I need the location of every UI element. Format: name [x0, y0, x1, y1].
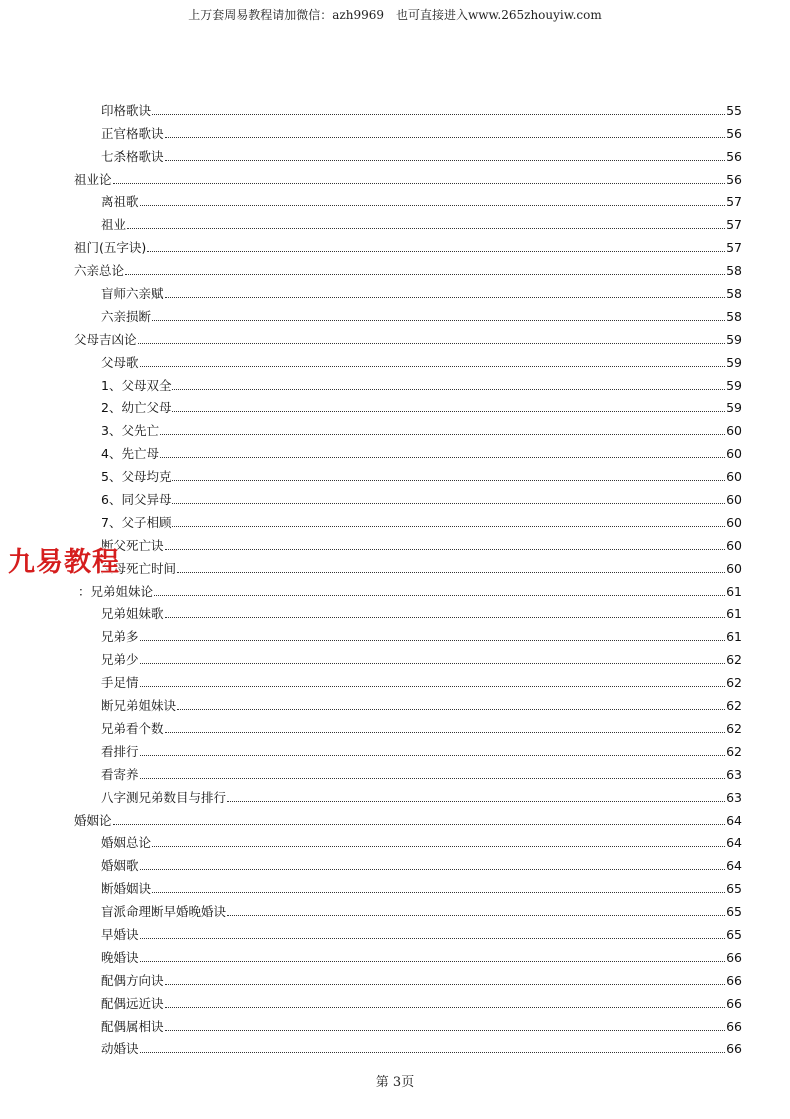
dot-leader	[113, 824, 726, 825]
dot-leader	[125, 274, 725, 275]
dot-leader	[165, 137, 726, 138]
dot-leader	[160, 434, 725, 435]
toc-entry-label: 3、父先亡	[101, 423, 159, 439]
toc-entry[interactable]	[74, 966, 742, 989]
toc-entry-label: 兄弟多	[101, 629, 139, 645]
toc-entry-page: 56	[726, 148, 742, 164]
toc-entry-label: 祖业论	[74, 171, 112, 187]
toc-entry-page: 60	[726, 537, 742, 553]
dot-leader	[160, 457, 725, 458]
toc-entry-page: 64	[726, 858, 742, 874]
toc-entry[interactable]	[74, 829, 742, 852]
toc-entry-page: 66	[726, 1018, 742, 1034]
toc-entry-page: 57	[726, 194, 742, 210]
dot-leader	[154, 595, 725, 596]
toc-entry[interactable]	[74, 760, 742, 783]
toc-entry[interactable]	[74, 920, 742, 943]
dot-leader	[177, 709, 725, 710]
toc-entry[interactable]	[74, 851, 742, 874]
toc-entry-page: 60	[726, 446, 742, 462]
dot-leader	[165, 297, 726, 298]
toc-entry-page: 61	[726, 583, 742, 599]
toc-entry[interactable]	[74, 943, 742, 966]
toc-entry-label: 盲师六亲赋	[101, 286, 164, 302]
dot-leader	[165, 549, 726, 550]
toc-entry-label: 兄弟姐妹歌	[101, 606, 164, 622]
toc-entry[interactable]	[74, 142, 742, 165]
toc-entry-page: 64	[726, 835, 742, 851]
toc-entry-label: 晚婚诀	[101, 949, 139, 965]
toc-entry[interactable]	[74, 462, 742, 485]
toc-entry[interactable]	[74, 371, 742, 394]
toc-entry-label: 父母歌	[101, 354, 139, 370]
dot-leader	[165, 1030, 726, 1031]
toc-entry-page: 55	[726, 102, 742, 118]
page-number: 第 3页	[375, 1075, 415, 1090]
toc-entry-label: 印格歌诀	[101, 102, 152, 118]
toc-entry-label: 断婚姻诀	[101, 881, 152, 897]
toc-entry-page: 62	[726, 720, 742, 736]
toc-entry-label: 六亲总论	[74, 263, 125, 279]
page-header: 上万套周易教程请加微信：azh9969 也可直接进入www.265zhouyiw.com	[188, 8, 602, 22]
toc-entry[interactable]	[74, 989, 742, 1012]
dot-leader	[140, 686, 726, 687]
toc-entry-page: 60	[726, 423, 742, 439]
toc-entry[interactable]	[74, 325, 742, 348]
dot-leader	[165, 732, 726, 733]
toc-entry-page: 58	[726, 286, 742, 302]
toc-entry[interactable]	[74, 439, 742, 462]
toc-entry-label: 4、先亡母	[101, 446, 159, 462]
dot-leader	[138, 343, 726, 344]
toc-entry[interactable]	[74, 874, 742, 897]
toc-entry-label: 7、父子相顾	[101, 514, 172, 530]
toc-entry[interactable]	[74, 485, 742, 508]
toc-entry[interactable]	[74, 783, 742, 806]
toc-entry-page: 65	[726, 926, 742, 942]
dot-leader	[227, 915, 725, 916]
toc-entry-label: 断父死亡诀	[101, 537, 164, 553]
dot-leader	[140, 640, 726, 641]
toc-entry-label: 正官格歌诀	[101, 125, 164, 141]
toc-entry[interactable]	[74, 96, 742, 119]
dot-leader	[140, 205, 726, 206]
dot-leader	[140, 938, 726, 939]
toc-entry[interactable]	[74, 897, 742, 920]
dot-leader	[172, 526, 725, 527]
dot-leader	[147, 251, 725, 252]
toc-entry-page: 62	[726, 675, 742, 691]
dot-leader	[177, 572, 725, 573]
toc-entry-label: 配偶远近诀	[101, 995, 164, 1011]
toc-entry-label: 早婚诀	[101, 926, 139, 942]
toc-entry-label: 八字测兄弟数目与排行	[101, 789, 227, 805]
toc-entry[interactable]	[74, 165, 742, 188]
dot-leader	[140, 961, 726, 962]
toc-entry[interactable]	[74, 806, 742, 829]
watermark-logo: 九易教程	[8, 547, 120, 578]
toc-entry[interactable]	[74, 622, 742, 645]
toc-entry-label: 六亲损断	[101, 308, 152, 324]
toc-entry[interactable]	[74, 256, 742, 279]
dot-leader	[172, 389, 725, 390]
toc-entry-page: 62	[726, 743, 742, 759]
toc-entry[interactable]	[74, 188, 742, 211]
dot-leader	[152, 114, 725, 115]
toc-entry-page: 60	[726, 514, 742, 530]
toc-entry[interactable]	[74, 691, 742, 714]
toc-entry[interactable]	[74, 737, 742, 760]
toc-entry[interactable]	[74, 1012, 742, 1035]
toc-entry[interactable]	[74, 714, 742, 737]
toc-entry-label: 5、父母均克	[101, 469, 172, 485]
toc-entry-label: ：兄弟姐妹论	[78, 583, 154, 599]
toc-entry-label: 2、幼亡父母	[101, 400, 172, 416]
dot-leader	[140, 755, 726, 756]
dot-leader	[140, 663, 726, 664]
toc-entry-page: 58	[726, 308, 742, 324]
dot-leader	[152, 892, 725, 893]
toc-entry-page: 60	[726, 560, 742, 576]
toc-entry-page: 56	[726, 171, 742, 187]
toc-entry-page: 56	[726, 125, 742, 141]
toc-entry-page: 60	[726, 492, 742, 508]
dot-leader	[165, 617, 726, 618]
toc-entry-page: 61	[726, 606, 742, 622]
dot-leader	[172, 480, 725, 481]
toc-entry-page: 65	[726, 881, 742, 897]
toc-entry[interactable]	[74, 348, 742, 371]
toc-entry-label: 兄弟看个数	[101, 720, 164, 736]
toc-entry[interactable]	[74, 508, 742, 531]
toc-entry-page: 66	[726, 995, 742, 1011]
toc-entry-page: 66	[726, 1041, 742, 1057]
dot-leader	[127, 228, 725, 229]
toc-entry-page: 66	[726, 972, 742, 988]
toc-entry[interactable]	[74, 531, 742, 554]
dot-leader	[140, 778, 726, 779]
toc-entry[interactable]	[74, 1035, 742, 1058]
toc-entry-label: 离祖歌	[101, 194, 139, 210]
toc-entry-label: 动婚诀	[101, 1041, 139, 1057]
toc-entry-page: 57	[726, 240, 742, 256]
dot-leader	[227, 801, 725, 802]
toc-entry-page: 59	[726, 400, 742, 416]
toc-entry-page: 64	[726, 812, 742, 828]
toc-entry-page: 60	[726, 469, 742, 485]
toc-entry-page: 62	[726, 698, 742, 714]
toc-entry[interactable]	[74, 668, 742, 691]
toc-entry-label: 兄弟少	[101, 652, 139, 668]
toc-entry-label: 祖业	[101, 217, 127, 233]
dot-leader	[152, 846, 725, 847]
toc-entry[interactable]	[74, 233, 742, 256]
toc-entry-page: 66	[726, 949, 742, 965]
toc-entry-label: 婚姻歌	[101, 858, 139, 874]
toc-entry-page: 59	[726, 331, 742, 347]
toc-entry[interactable]	[74, 577, 742, 600]
toc-entry-label: 配偶属相诀	[101, 1018, 164, 1034]
toc-entry-label: 祖门(五字诀)	[74, 240, 147, 256]
toc-entry-label: 手足情	[101, 675, 139, 691]
toc-entry-page: 65	[726, 904, 742, 920]
toc-entry[interactable]	[74, 279, 742, 302]
toc-entry-label: 婚姻总论	[101, 835, 152, 851]
toc-entry-label: 盲派命理断早婚晚婚诀	[101, 904, 227, 920]
toc-entry-label: 6、同父异母	[101, 492, 172, 508]
dot-leader	[140, 366, 726, 367]
dot-leader	[165, 984, 726, 985]
dot-leader	[152, 320, 725, 321]
toc-entry-label: 婚姻论	[74, 812, 112, 828]
toc-entry-label: 父母死亡时间	[101, 560, 177, 576]
toc-entry-page: 59	[726, 377, 742, 393]
toc-entry-label: 断兄弟姐妹诀	[101, 698, 177, 714]
toc-entry-page: 63	[726, 766, 742, 782]
toc-entry-label: 父母吉凶论	[74, 331, 137, 347]
dot-leader	[165, 160, 726, 161]
toc-entry-label: 看排行	[101, 743, 139, 759]
toc-entry-page: 62	[726, 652, 742, 668]
dot-leader	[140, 1052, 726, 1053]
toc-entry[interactable]	[74, 554, 742, 577]
toc-entry[interactable]	[74, 119, 742, 142]
dot-leader	[140, 869, 726, 870]
toc-entry-label: 七杀格歌诀	[101, 148, 164, 164]
toc-entry-label: 看寄养	[101, 766, 139, 782]
dot-leader	[165, 1007, 726, 1008]
dot-leader	[172, 503, 725, 504]
dot-leader	[113, 183, 726, 184]
toc-entry[interactable]	[74, 645, 742, 668]
toc-entry-page: 61	[726, 629, 742, 645]
toc-entry[interactable]	[74, 600, 742, 623]
toc-entry[interactable]	[74, 210, 742, 233]
toc-entry-page: 57	[726, 217, 742, 233]
dot-leader	[172, 411, 725, 412]
toc-entry-label: 1、父母双全	[101, 377, 172, 393]
toc-entry[interactable]	[74, 416, 742, 439]
toc-entry[interactable]	[74, 394, 742, 417]
table-of-contents	[74, 96, 742, 1057]
toc-entry-page: 59	[726, 354, 742, 370]
toc-entry-page: 63	[726, 789, 742, 805]
toc-entry-page: 58	[726, 263, 742, 279]
toc-entry[interactable]	[74, 302, 742, 325]
toc-entry-label: 配偶方向诀	[101, 972, 164, 988]
